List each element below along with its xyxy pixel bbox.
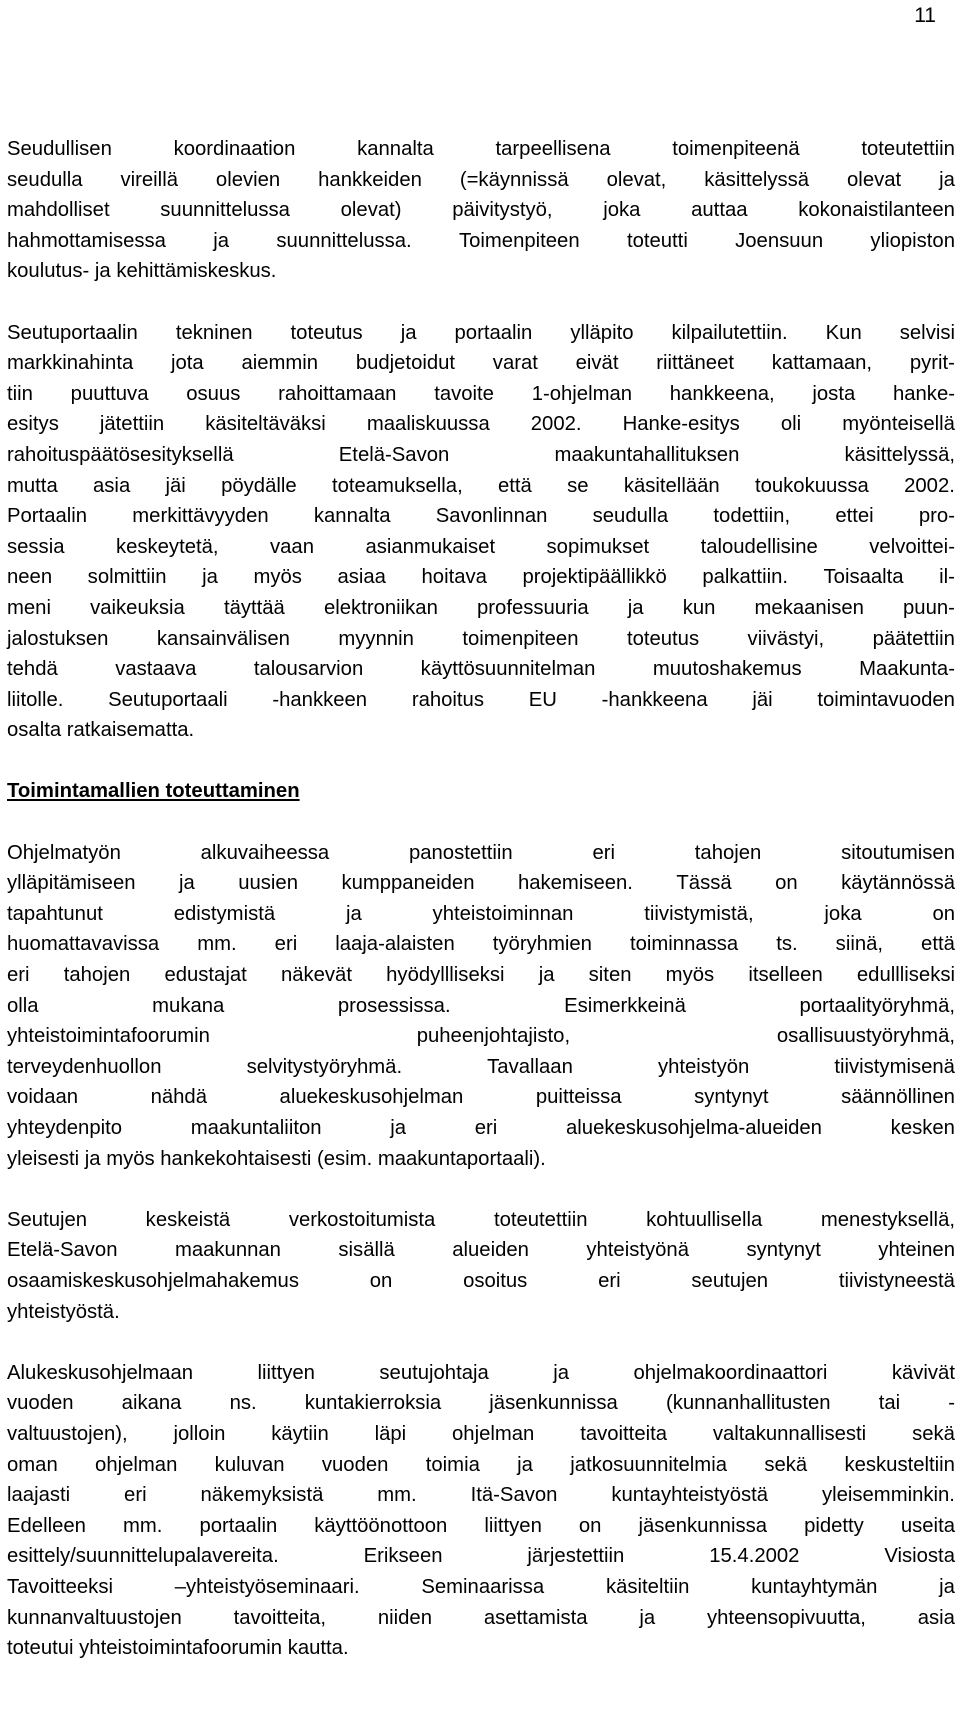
paragraph: [7, 134, 955, 287]
text-line: koulutus- ja kehittämiskeskus.: [7, 260, 277, 283]
text-line: toteutui yhteistoimintafoorumin kautta.: [7, 1637, 349, 1660]
text-line: liitolle. Seutuportaali -hankkeen rahoitus EU -hankkeena jäi toimintavuoden: [7, 688, 955, 711]
text-line: Edelleen mm. portaalin käyttöönottoon liittyen on jäsenkunnissa pidetty useita: [7, 1514, 955, 1537]
text-line: tapahtunut edistymistä ja yhteistoiminnan tiivistymistä, joka on: [7, 902, 955, 925]
text-line: Seutuportaalin tekninen toteutus ja portaalin ylläpito kilpailutettiin. Kun selvisi: [7, 321, 955, 344]
text-line: mutta asia jäi pöydälle toteamuksella, että se käsitellään toukokuussa 2002.: [7, 474, 955, 497]
text-line: Tavoitteeksi –yhteistyöseminaari. Seminaarissa käsiteltiin kuntayhtymän ja: [7, 1575, 955, 1598]
text-line: Ohjelmatyön alkuvaiheessa panostettiin eri tahojen sitoutumisen: [7, 841, 955, 864]
page-number: 11: [914, 4, 936, 27]
paragraph: [7, 1205, 955, 1327]
text-line: eri tahojen edustajat näkevät hyödyllliseksi ja siten myös itselleen edullliseksi: [7, 964, 955, 987]
text-line: osaamiskeskusohjelmahakemus on osoitus eri seutujen tiivistyneestä: [7, 1269, 955, 1292]
text-line: yhteydenpito maakuntaliiton ja eri aluekeskusohjelma-alueiden kesken: [7, 1117, 955, 1139]
paragraph-spacer: [7, 1174, 955, 1205]
text-line: huomattavavissa mm. eri laaja-alaisten työryhmien toiminnassa ts. siinä, että: [7, 933, 955, 956]
text-line: Alukeskusohjelmaan liittyen seutujohtaja ja ohjelmakoordinaattori kävivät: [7, 1361, 955, 1384]
text-line: olla mukana prosessissa. Esimerkkeinä portaalityöryhmä,: [7, 994, 955, 1017]
text-line: Seudullisen koordinaation kannalta tarpeellisena toimenpiteenä toteutettiin: [7, 138, 955, 160]
text-line: esitys jätettiin käsiteltäväksi maaliskuussa 2002. Hanke-esitys oli myönteisellä: [7, 413, 955, 436]
text-line: Etelä-Savon maakunnan sisällä alueiden yhteistyönä syntynyt yhteinen: [7, 1239, 955, 1262]
paragraph: [7, 838, 955, 1175]
paragraph-spacer: [7, 1327, 955, 1358]
text-line: yhteistyöstä.: [7, 1300, 120, 1323]
text-line: ylläpitämiseen ja uusien kumppaneiden hakemiseen. Tässä on käytännössä: [7, 872, 955, 895]
text-line: oman ohjelman kuluvan vuoden toimia ja jatkosuunnitelmia sekä keskusteltiin: [7, 1453, 955, 1476]
text-line: Seutujen keskeistä verkostoitumista toteutettiin kohtuullisella menestyksellä,: [7, 1208, 955, 1231]
paragraph-spacer: [7, 287, 955, 318]
text-line: yhteistoimintafoorumin puheenjohtajisto, osallisuustyöryhmä,: [7, 1025, 955, 1048]
paragraph-spacer: [7, 746, 955, 777]
section-heading-text: Toimintamallien toteuttaminen: [7, 780, 300, 803]
text-line: mahdolliset suunnittelussa olevat) päivitystyö, joka auttaa kokonaistilanteen: [7, 199, 955, 222]
paragraph-spacer: [7, 807, 955, 838]
text-line: osalta ratkaisematta.: [7, 719, 195, 742]
text-line: meni vaikeuksia täyttää elektroniikan professuuria ja kun mekaanisen puun-: [7, 596, 955, 619]
text-line: rahoituspäätösesityksellä Etelä-Savon maakuntahallituksen käsittelyssä,: [7, 443, 955, 466]
text-line: hahmottamisessa ja suunnittelussa. Toimenpiteen toteutti Joensuun yliopiston: [7, 229, 955, 252]
text-line: terveydenhuollon selvitystyöryhmä. Tavallaan yhteistyön tiivistymisenä: [7, 1055, 955, 1078]
paragraph: [7, 1358, 955, 1664]
document-body: [7, 134, 955, 1664]
text-line: markkinahinta jota aiemmin budjetoidut varat eivät riittäneet kattamaan, pyrit-: [7, 352, 955, 375]
text-line: tiin puuttuva osuus rahoittamaan tavoite 1-ohjelman hankkeena, josta hanke-: [7, 382, 955, 405]
text-line: kunnanvaltuustojen tavoitteita, niiden asettamista ja yhteensopivuutta, asia: [7, 1606, 955, 1629]
text-line: vuoden aikana ns. kuntakierroksia jäsenkunnissa (kunnanhallitusten tai -: [7, 1392, 955, 1415]
text-line: seudulla vireillä olevien hankkeiden (=käynnissä olevat, käsittelyssä olevat ja: [7, 168, 955, 191]
text-line: voidaan nähdä aluekeskusohjelman puitteissa syntynyt säännöllinen: [7, 1086, 955, 1109]
text-line: yleisesti ja myös hankekohtaisesti (esim. maakuntaportaali).: [7, 1147, 546, 1170]
text-line: valtuustojen), jolloin käytiin läpi ohjelman tavoitteita valtakunnallisesti sekä: [7, 1422, 955, 1445]
paragraph: [7, 318, 955, 746]
text-line: Portaalin merkittävyyden kannalta Savonlinnan seudulla todettiin, ettei pro-: [7, 505, 955, 528]
section-heading: [7, 776, 955, 807]
text-line: laajasti eri näkemyksistä mm. Itä-Savon kuntayhteistyöstä yleisemminkin.: [7, 1484, 955, 1507]
text-line: jalostuksen kansainvälisen myynnin toimenpiteen toteutus viivästyi, päätettiin: [7, 627, 955, 650]
text-line: tehdä vastaava talousarvion käyttösuunnitelman muutoshakemus Maakunta-: [7, 658, 955, 681]
text-line: esittely/suunnittelupalavereita. Erikseen järjestettiin 15.4.2002 Visiosta: [7, 1545, 955, 1568]
text-line: neen solmittiin ja myös asiaa hoitava projektipäällikkö palkattiin. Toisaalta il-: [7, 566, 955, 589]
text-line: sessia keskeytetä, vaan asianmukaiset sopimukset taloudellisine velvoittei-: [7, 535, 955, 558]
